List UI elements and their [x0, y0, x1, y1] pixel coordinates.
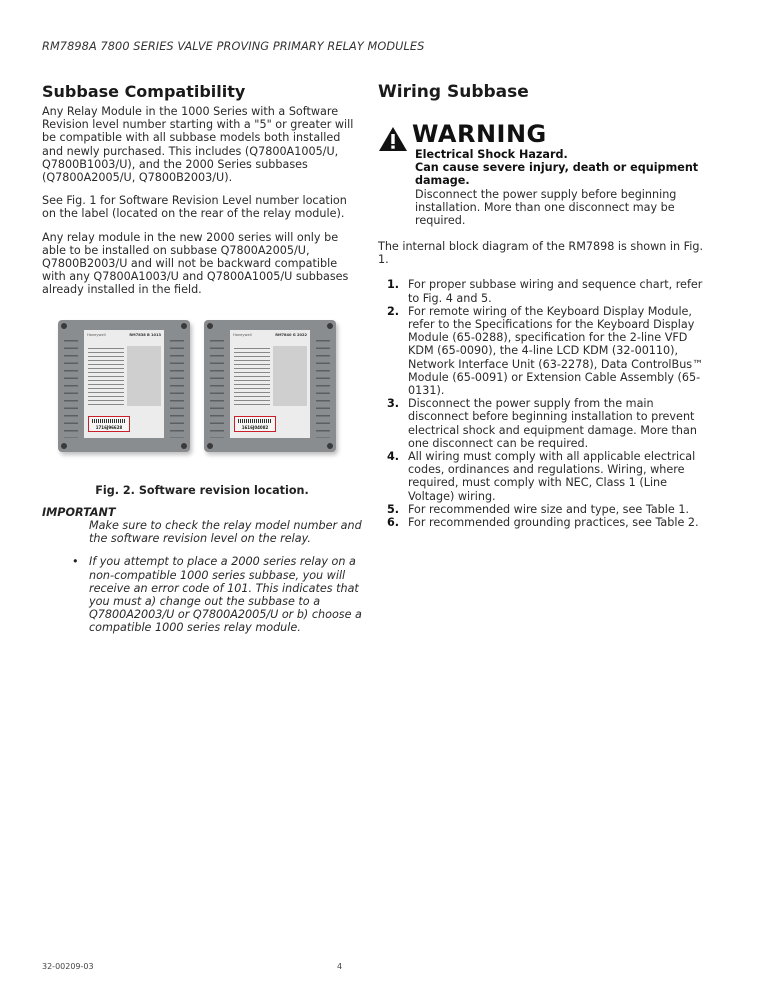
serial-number: 1616J04082 [241, 425, 269, 430]
list-text: For recommended wire size and type, see Table 1. [408, 502, 689, 516]
section-heading-subbase-compatibility: Subbase Compatibility [42, 82, 246, 101]
paragraph: See Fig. 1 for Software Revision Level number location on the label (located on the rear of the relay module). [42, 194, 347, 221]
wiring-steps-list [378, 278, 708, 529]
paragraph: The internal block diagram of the RM7898 is shown in Fig. 1. [378, 240, 704, 267]
serial-number: 1716J96628 [95, 425, 123, 430]
warning-consequence: Can cause severe injury, death or equipment damage. [415, 161, 699, 188]
list-number: 4. [387, 450, 400, 464]
list-item [378, 397, 708, 450]
list-number: 2. [387, 304, 400, 318]
module-label [230, 330, 310, 438]
screw-icon [181, 443, 187, 449]
label-warning-box [273, 346, 307, 406]
screw-icon [61, 443, 67, 449]
list-text: For proper subbase wiring and sequence chart, refer to Fig. 4 and 5. [408, 278, 703, 305]
document-number: 32-00209-03 [42, 962, 94, 971]
warning-triangle-icon [378, 126, 408, 152]
module-brand: Honeywell [87, 333, 106, 337]
list-item [378, 278, 708, 304]
list-text: All wiring must comply with all applicable electrical codes, ordinances and regulations. Wiring, where required, must comply with NEC, Class 1 (Line Voltage) wiring. [408, 450, 696, 503]
important-note [42, 506, 362, 635]
module-model: RM7838 B 1013 [129, 333, 161, 337]
screw-icon [61, 323, 67, 329]
screw-icon [181, 323, 187, 329]
list-text: Disconnect the power supply from the main disconnect before beginning installation to prevent electrical shock and equipment damage. More than one disconnect can be required. [408, 397, 697, 450]
list-item [378, 450, 708, 503]
left-column [42, 82, 362, 297]
page-header: RM7898A 7800 SERIES VALVE PROVING PRIMARY RELAY MODULES [42, 40, 425, 53]
module-teeth [170, 334, 184, 438]
screw-icon [327, 443, 333, 449]
bullet-text: If you attempt to place a 2000 series relay on a non-compatible 1000 series subbase, you will receive an error code of 101. This indicates that you must a) change out the subbase to a Q7800A2003/U or Q7800A2005/U or b) choose a compatible 1000 series relay module. [89, 555, 362, 635]
module-teeth [316, 334, 330, 438]
figure-caption: Fig. 2. Software revision location. [95, 484, 309, 497]
relay-module-image [58, 320, 190, 452]
module-label [84, 330, 164, 438]
right-column [378, 82, 708, 529]
warning-title: WARNING [412, 120, 547, 148]
barcode [238, 419, 272, 423]
screw-icon [327, 323, 333, 329]
label-warning-box [127, 346, 161, 406]
warning-instruction: Disconnect the power supply before beginning installation. More than one disconnect may be required. [415, 187, 677, 228]
figure-software-revision [58, 320, 348, 470]
module-teeth [64, 334, 78, 438]
list-item [378, 305, 708, 397]
screw-icon [207, 323, 213, 329]
page-number: 4 [337, 962, 343, 971]
module-model: RM7840 G 2022 [275, 333, 307, 337]
warning-block [378, 120, 708, 230]
serial-highlight [234, 416, 276, 432]
list-text: For recommended grounding practices, see Table 2. [408, 516, 699, 530]
label-text-lines [88, 348, 124, 408]
paragraph: Any relay module in the new 2000 series will only be able to be installed on subbase Q7800A2005/U, Q7800B2003/U and will not be backward compatible with any Q7800A1003/U and Q7800A1005/U subbases already installed in the field. [42, 230, 349, 297]
screw-icon [207, 443, 213, 449]
list-number: 1. [387, 278, 400, 292]
important-title: IMPORTANT [42, 506, 116, 519]
paragraph: Any Relay Module in the 1000 Series with a Software Revision level number starting with a "5" or greater will be compatible with all subbase models both installed and newly purchased. This includes (Q7800A1005/U, Q7800B1003/U), and the 2000 Series subbases (Q7800A2005/U, Q7800B2003/U). [42, 105, 354, 185]
section-heading-wiring-subbase: Wiring Subbase [378, 82, 529, 102]
label-text-lines [234, 348, 270, 408]
relay-module-image [204, 320, 336, 452]
serial-highlight [88, 416, 130, 432]
warning-hazard: Electrical Shock Hazard. [415, 148, 568, 161]
bullet-icon: • [72, 555, 79, 569]
list-number: 3. [387, 397, 400, 411]
list-text: For remote wiring of the Keyboard Display Module, refer to the Specifications for the Keyboard Display Module (65-0288), specification for the 2-line VFD KDM (65-0090), the 4-line LCD KDM (32-00110), Network Interface Unit (63-2278), Data ControlBus™ Module (65-0091) or Extension Cable Assembly (65-0131). [408, 304, 704, 398]
list-item [378, 516, 708, 529]
important-bullet [42, 555, 362, 634]
list-number: 5. [387, 502, 400, 516]
module-brand: Honeywell [233, 333, 252, 337]
barcode [92, 419, 126, 423]
list-item [378, 503, 708, 516]
module-teeth [210, 334, 224, 438]
important-text: Make sure to check the relay model number and the software revision level on the relay. [89, 519, 362, 546]
warning-body [415, 148, 705, 227]
list-number: 6. [387, 516, 400, 530]
